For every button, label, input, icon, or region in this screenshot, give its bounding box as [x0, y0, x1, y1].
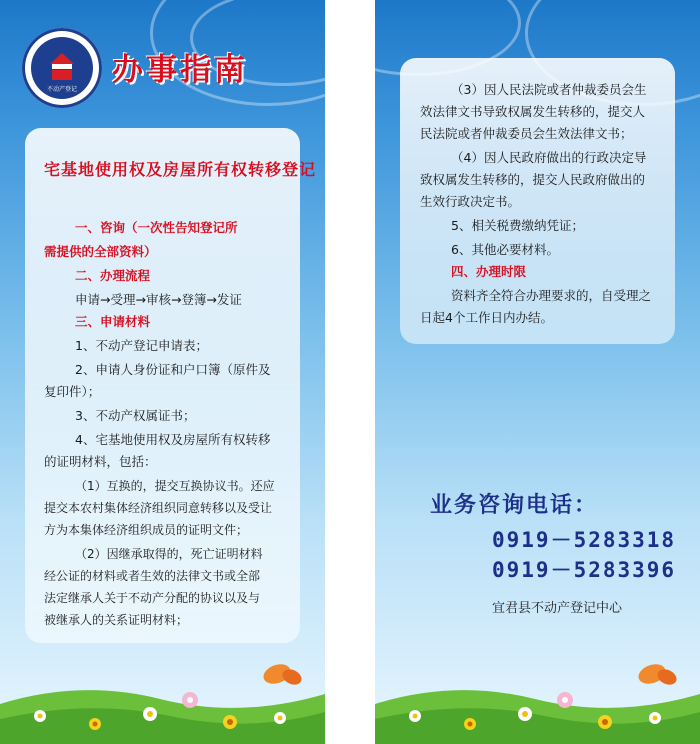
page-title: 办事指南 — [112, 52, 248, 88]
timelimit-text: 资料齐全符合办理要求的，自受理之 — [451, 288, 652, 303]
real-estate-logo — [22, 28, 102, 108]
material-item-cont: 的证明材料，包括： — [44, 454, 157, 469]
section-heading-timelimit: 四、办理时限 — [451, 264, 527, 279]
flower-icon — [223, 715, 237, 729]
material-subitem-cont: 提交本农村集体经济组织同意转移以及受让 — [44, 501, 273, 515]
butterfly-icon — [261, 661, 304, 688]
flower-icon — [274, 712, 286, 724]
material-subitem: （2）因继承取得的，死亡证明材料 — [75, 547, 263, 561]
material-item: 4、宅基地使用权及房屋所有权转移 — [75, 432, 271, 447]
meadow-decoration — [375, 644, 700, 744]
material-item: 6、其他必要材料。 — [451, 242, 559, 257]
material-item-cont: 复印件）； — [44, 384, 101, 399]
flower-icon — [464, 718, 476, 730]
logo-text: 不动产登记 — [46, 86, 77, 93]
material-item: 5、相关税费缴纳凭证； — [451, 218, 584, 233]
flower-icon — [182, 692, 198, 708]
section-heading-consult-cont: 需提供的全部资料） — [44, 244, 157, 259]
material-subitem-cont: 生效行政决定书。 — [420, 194, 521, 209]
flower-icon — [557, 692, 573, 708]
section-heading-materials: 三、申请材料 — [75, 314, 151, 329]
section-heading-process: 二、办理流程 — [75, 268, 151, 283]
material-subitem-cont: 经公证的材料或者生效的法律文书或全部 — [44, 569, 261, 583]
material-subitem: （3）因人民法院或者仲裁委员会生 — [451, 82, 647, 97]
flower-icon — [649, 712, 661, 724]
material-item: 2、申请人身份证和户口簿（原件及 — [75, 362, 271, 377]
material-subitem-cont: 方为本集体经济组织成员的证明文件； — [44, 523, 249, 537]
section-heading-consult: 一、咨询（一次性告知登记所 — [75, 220, 238, 235]
organization-name: 宜君县不动产登记中心 — [492, 601, 623, 616]
material-subitem: （4）因人民政府做出的行政决定导 — [451, 150, 647, 165]
material-subitem-cont: 被继承人的关系证明材料； — [44, 613, 189, 627]
material-subitem-cont: 效法律文书导致权属发生转移的，提交人 — [420, 104, 646, 119]
timelimit-text-cont: 日起4个工作日内办结。 — [420, 310, 553, 325]
flower-icon — [89, 718, 101, 730]
material-subitem-cont: 法定继承人关于不动产分配的协议以及与 — [44, 591, 261, 605]
flower-icon — [598, 715, 612, 729]
consult-phone-heading: 业务咨询电话： — [430, 493, 599, 518]
flower-icon — [143, 707, 157, 721]
material-subitem: （1）互换的，提交互换协议书。还应 — [75, 479, 275, 493]
flower-icon — [518, 707, 532, 721]
document-title: 宅基地使用权及房屋所有权转移登记 — [44, 160, 317, 179]
butterfly-icon — [636, 661, 679, 688]
flower-icon — [409, 710, 421, 722]
flower-icon — [34, 710, 46, 722]
material-item: 3、不动产权属证书； — [75, 408, 196, 423]
process-steps: 申请→受理→审核→登簿→发证 — [75, 292, 242, 307]
phone-number-2: 0919－5283396 — [492, 558, 677, 582]
material-item: 1、不动产登记申请表； — [75, 338, 208, 353]
material-subitem-cont: 致权属发生转移的，提交人民政府做出的 — [420, 172, 646, 187]
material-subitem-cont: 民法院或者仲裁委员会生效法律文书； — [420, 126, 633, 141]
phone-number-1: 0919－5283318 — [492, 528, 677, 552]
meadow-decoration — [0, 644, 325, 744]
house-logo-icon — [50, 53, 74, 81]
